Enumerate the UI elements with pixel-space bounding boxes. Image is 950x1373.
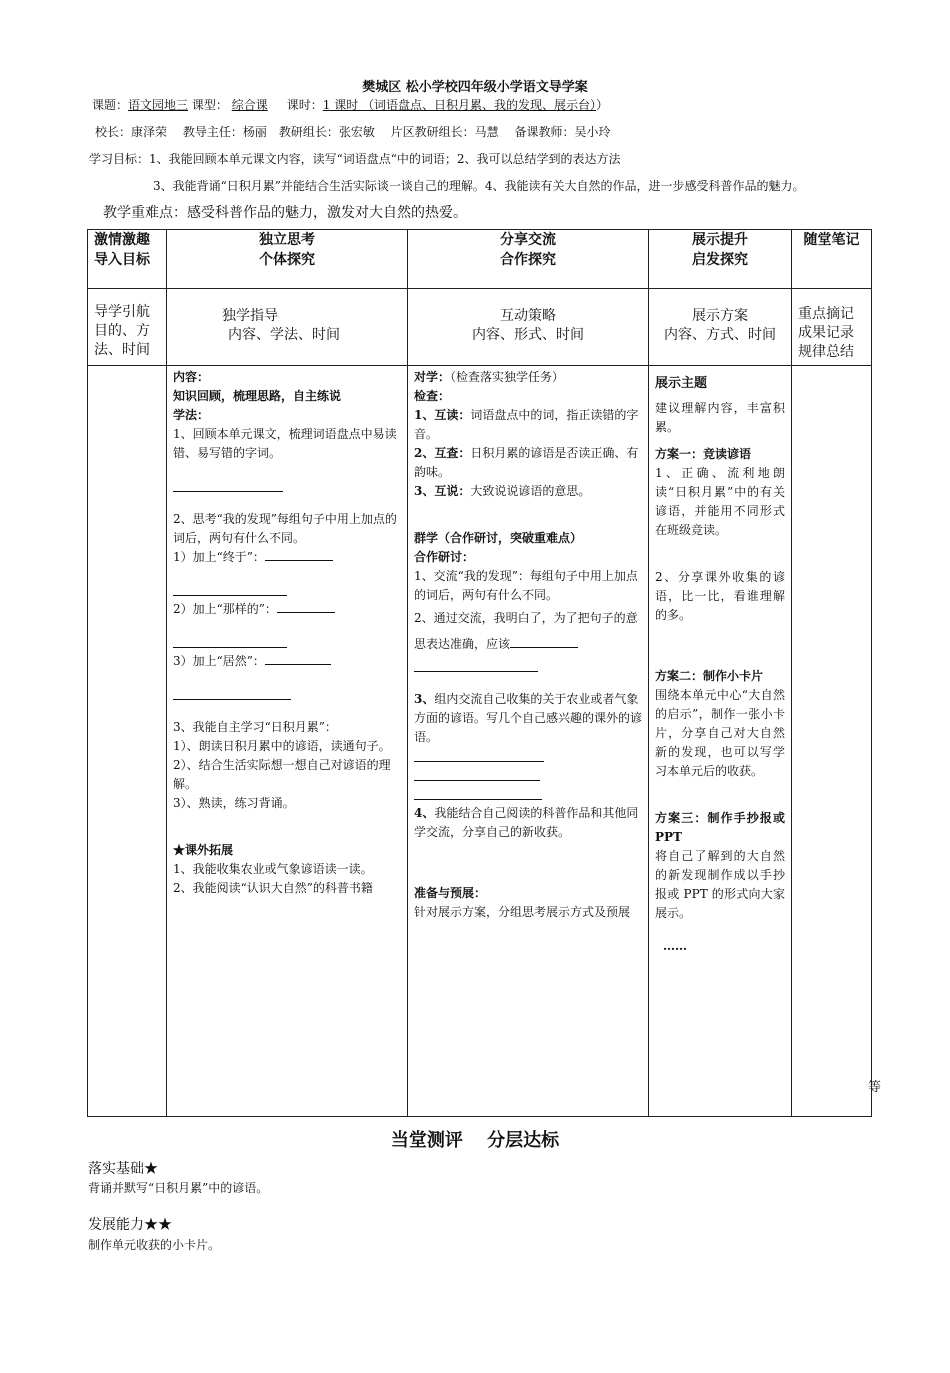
key-points: 教学重难点：感受科普作品的魅力，激发对大自然的热爱。 xyxy=(103,205,467,221)
item-3a: 1）、朗读日积月累中的谚语，读通句子。 xyxy=(173,739,391,753)
method-label: 学法： xyxy=(173,408,210,422)
goal-line-2: 3、我能背诵“日积月累”并能结合生活实际谈一谈自己的理解。4、我能读有关大自然的作品，进一步感受科普作品的魅力。 xyxy=(153,179,805,193)
page-title: 樊城区 松小学校四年级小学语文导学案 xyxy=(362,80,588,95)
theme-value: 建议理解内容，丰富积累。 xyxy=(655,401,785,434)
check-label: 检查： xyxy=(414,389,451,403)
plan-1-item-1: 1、正确、流利地朗读“日积月累”中的有关谚语，并能用不同形式在班级竞读。 xyxy=(655,466,785,537)
hours-value: 1 课时 （词语盘点、日积月累、我的发现、展示台） xyxy=(322,98,597,112)
answer-blank[interactable] xyxy=(173,685,291,700)
answer-blank[interactable] xyxy=(414,766,540,781)
group-3: 组内交流自己收集的关于农业或者气象方面的谚语。写几个自己感兴趣的课外的谚语。 xyxy=(414,692,643,744)
plan-2-value: 围绕本单元中心“大自然的启示”，制作一张小卡片，分享自己对大自然新的发现，也可以写学习本单元后的收获。 xyxy=(655,688,785,778)
course-value: 语文园地三 xyxy=(128,98,189,112)
answer-blank[interactable] xyxy=(510,635,578,648)
plan-1-item-2: 2、分享课外收集的谚语，比一比，看谁理解的多。 xyxy=(655,570,785,622)
pair-value: （检查落实独学任务） xyxy=(450,370,565,384)
body-col2-independent xyxy=(167,366,408,1117)
group-label: 群学（合作研讨，突破重难点） xyxy=(414,531,583,545)
type-value: 综合课 xyxy=(231,98,268,112)
ability-value: 制作单元收获的小卡片。 xyxy=(88,1238,221,1252)
subheader-row xyxy=(88,289,872,366)
plan-2-title: 方案二：制作小卡片 xyxy=(655,669,764,683)
type-label: 课型： xyxy=(188,98,228,112)
ability-title: 发展能力★★ xyxy=(88,1217,172,1233)
goal-line-1: 学习目标：1、我能回顾本单元课文内容，读写“词语盘点“中的词语；2、我可以总结学到的表达方法 xyxy=(89,152,621,166)
add-1: 1）加上“终于”： xyxy=(173,550,265,564)
coop-label: 合作研讨： xyxy=(414,550,475,564)
answer-blank[interactable] xyxy=(265,652,331,665)
lesson-table xyxy=(87,229,881,1117)
theme-label: 展示主题 xyxy=(655,376,708,391)
answer-blank[interactable] xyxy=(414,657,538,672)
body-row xyxy=(88,366,872,1117)
answer-blank[interactable] xyxy=(265,548,333,561)
answer-blank[interactable] xyxy=(414,747,544,762)
answer-blank[interactable] xyxy=(173,477,283,492)
check-2: 日积月累的谚语是否读正确、有韵味。 xyxy=(414,446,639,479)
course-info-line xyxy=(92,96,608,113)
basic-value: 背诵并默写“日积月累”中的谚语。 xyxy=(88,1181,269,1195)
header-col4: 展示提升 启发探究 xyxy=(649,230,792,289)
group-1: 1、交流“我的发现”：每组句子中用上加点的词后，两句有什么不同。 xyxy=(414,569,638,602)
hours-label: 课时： xyxy=(286,98,323,112)
body-col3-cooperative: 对学：（检查落实独学任务） 检查： 1、互读：词语盘点中的词，指正读错的字音。 2、互查：日积月累的谚语是否读正确、有韵味。 3、互说：大致说说谚语的意思。 群学（合作研讨，突破重难点） 合作研讨： 1、交流“我的发现”：每组句子中用上加点的词后，两句有什么不同。 2、通过交流，我明白了，为了把句子的意思表达准确，应该 3、组内交流自己收集的关于农业或者气象方面的谚语。写几个自己感兴趣的课外的谚语。 4、我能结合自己阅读的科普作品和其他同学交流，分享自己的新收获。 准备与预展： 针对展示方案，分组思考展示方式及预展 xyxy=(408,366,649,1117)
answer-blank[interactable] xyxy=(414,785,542,800)
item-3: 3、我能自主学习“日积月累”： xyxy=(173,720,337,734)
body-col1 xyxy=(88,366,167,1117)
body-col5-notes xyxy=(792,366,881,1117)
pair-label: 对学： xyxy=(414,370,451,384)
hours-close: ） xyxy=(596,98,609,112)
sub-col1: 导学引航 目的、方 法、时间 xyxy=(88,289,167,366)
etc-mark: 等 xyxy=(867,1080,881,1095)
content-label: 内容： xyxy=(173,370,210,384)
extension-title: ★课外拓展 xyxy=(173,843,234,857)
add-2: 2）加上“那样的”： xyxy=(173,602,277,616)
header-row xyxy=(88,230,872,289)
content-value: 知识回顾，梳理思路，自主练说 xyxy=(173,389,342,403)
prep-value: 针对展示方案，分组思考展示方式及预展 xyxy=(414,905,631,919)
check-1: 词语盘点中的词，指正读错的字音。 xyxy=(414,408,639,441)
item-1: 1、回顾本单元课文，梳理词语盘点中易读错、易写错的字词。 xyxy=(173,427,397,460)
plan-3-title: 方案三：制作手抄报或PPT xyxy=(655,811,785,844)
sub-col2: 独学指导 内容、学法、时间 xyxy=(167,289,408,366)
header-col3: 分享交流 合作探究 xyxy=(408,230,649,289)
course-label: 课题： xyxy=(92,98,129,112)
extension-1: 1、我能收集农业或气象谚语读一读。 xyxy=(173,862,373,876)
answer-blank[interactable] xyxy=(173,633,287,648)
answer-blank[interactable] xyxy=(173,581,287,596)
plan-3-value: 将自己了解到的大自然的新发现制作成以手抄报或 PPT 的形式向大家展示。 xyxy=(655,849,785,920)
group-2: 2、通过交流，我明白了，为了把句子的意思表达准确，应该 xyxy=(414,611,638,651)
item-3c: 3）、熟读，练习背诵。 xyxy=(173,796,295,810)
check-3: 大致说说谚语的意思。 xyxy=(470,484,591,498)
add-3: 3）加上“居然”： xyxy=(173,654,265,668)
extension-2: 2、我能阅读“认识大自然”的科普书籍 xyxy=(173,881,373,895)
sub-col4: 展示方案 内容、方式、时间 xyxy=(649,289,792,366)
plan-1-title: 方案一：竞读谚语 xyxy=(655,447,752,461)
group-4: 我能结合自己阅读的科普作品和其他同学交流，分享自己的新收获。 xyxy=(414,806,639,839)
header-col5: 随堂笔记 xyxy=(792,230,872,289)
sub-col3: 互动策略 内容、形式、时间 xyxy=(408,289,649,366)
prep-label: 准备与预展： xyxy=(414,886,487,900)
answer-blank[interactable] xyxy=(277,600,335,613)
assessment-title: 当堂测评 分层达标 xyxy=(390,1130,560,1151)
basic-title: 落实基础★ xyxy=(88,1161,158,1177)
sub-col5: 重点摘记 成果记录 规律总结 xyxy=(792,289,872,366)
header-col2: 独立思考 个体探究 xyxy=(167,230,408,289)
header-col1: 激情激趣 导入目标 xyxy=(88,230,167,289)
item-2: 2、思考“我的发现”每组句子中用上加点的词后，两句有什么不同。 xyxy=(173,512,397,545)
staff-line: 校长：康泽荣 教导主任：杨丽 教研组长：张宏敏 片区教研组长：马慧 备课教师：吴小玲 xyxy=(95,125,611,139)
item-3b: 2）、结合生活实际想一想自己对谚语的理解。 xyxy=(173,758,391,791)
ellipsis: …… xyxy=(663,939,687,953)
body-col4-showcase xyxy=(649,366,792,1117)
